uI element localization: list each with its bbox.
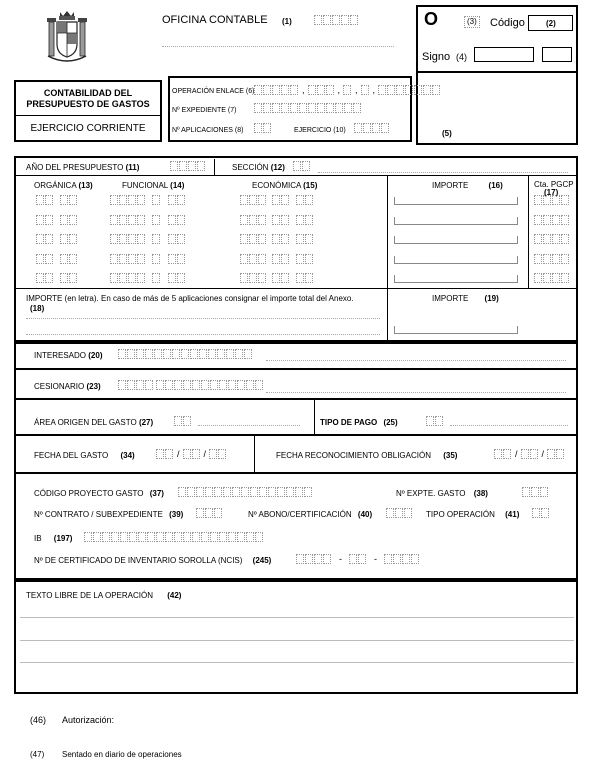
funcional-input-c[interactable] bbox=[168, 234, 186, 244]
fecha-reconocimiento-input[interactable]: / / bbox=[494, 449, 565, 459]
texto-libre-line-1[interactable] bbox=[20, 617, 574, 618]
funcional-input-c[interactable] bbox=[168, 195, 186, 205]
organica-label: ORGÁNICA (13) bbox=[34, 181, 93, 190]
interesado-input[interactable] bbox=[118, 349, 253, 359]
importe-16-input[interactable] bbox=[394, 275, 518, 283]
texto-libre-line-2[interactable] bbox=[20, 640, 574, 641]
ib-input[interactable] bbox=[84, 532, 264, 542]
seccion-label: SECCIÓN (12) bbox=[232, 163, 285, 172]
title-line-2: PRESUPUESTO DE GASTOS bbox=[26, 99, 150, 109]
economica-input-c[interactable] bbox=[296, 195, 314, 205]
sorolla-input[interactable]: - - bbox=[296, 554, 420, 564]
tipo-pago-input[interactable] bbox=[426, 416, 444, 426]
economica-label: ECONÓMICA (15) bbox=[252, 181, 318, 190]
importe-letra-label: IMPORTE (en letra). En caso de más de 5 aplicaciones consignar el importe total del Anexo. bbox=[26, 294, 354, 303]
oficina-contable-label: OFICINA CONTABLE bbox=[162, 14, 268, 26]
cesionario-input-2[interactable] bbox=[156, 380, 264, 390]
economica-input-c[interactable] bbox=[296, 273, 314, 283]
economica-input-c[interactable] bbox=[296, 234, 314, 244]
signo-number: (4) bbox=[456, 52, 467, 62]
funcional-input-a[interactable] bbox=[110, 234, 146, 244]
aplicaciones-input[interactable] bbox=[254, 123, 272, 133]
funcional-input-c[interactable] bbox=[168, 215, 186, 225]
organica-input-b[interactable] bbox=[60, 234, 78, 244]
expediente-input[interactable] bbox=[254, 103, 362, 113]
funcional-input-a[interactable] bbox=[110, 195, 146, 205]
seccion-input[interactable] bbox=[293, 161, 311, 171]
aplicaciones-label: Nº APLICACIONES (8) bbox=[172, 127, 244, 134]
contrato-label: Nº CONTRATO / SUBEXPEDIENTE (39) bbox=[34, 510, 184, 519]
anio-presupuesto-label: AÑO DEL PRESUPUESTO (11) bbox=[26, 163, 140, 172]
area-origen-label: ÁREA ORIGEN DEL GASTO (27) bbox=[34, 418, 154, 427]
importe-16-input[interactable] bbox=[394, 256, 518, 264]
title-line-1: CONTABILIDAD DEL bbox=[43, 88, 133, 98]
codigo-input[interactable]: (2) bbox=[528, 15, 573, 31]
importe-16-input[interactable] bbox=[394, 217, 518, 225]
importe-16-input[interactable] bbox=[394, 197, 518, 205]
funcional-label: FUNCIONAL (14) bbox=[122, 181, 185, 190]
importe-19-input[interactable] bbox=[394, 326, 518, 334]
economica-input-b[interactable] bbox=[272, 254, 290, 264]
economica-input-b[interactable] bbox=[272, 273, 290, 283]
funcional-input-b[interactable] bbox=[152, 273, 161, 283]
funcional-input-c[interactable] bbox=[168, 254, 186, 264]
o-checkbox[interactable]: (3) bbox=[464, 16, 480, 28]
economica-input-a[interactable] bbox=[240, 215, 267, 225]
funcional-input-a[interactable] bbox=[110, 215, 146, 225]
ejercicio-label: EJERCICIO (10) bbox=[294, 127, 346, 134]
economica-input-a[interactable] bbox=[240, 195, 267, 205]
funcional-input-b[interactable] bbox=[152, 195, 161, 205]
abono-label: Nº ABONO/CERTIFICACIÓN (40) bbox=[248, 510, 373, 519]
sentado-label: Sentado en diario de operaciones bbox=[62, 750, 182, 759]
organica-input-b[interactable] bbox=[60, 273, 78, 283]
fecha-gasto-input[interactable]: / / bbox=[156, 449, 227, 459]
organica-input-b[interactable] bbox=[60, 254, 78, 264]
importe-19-label: IMPORTE (19) bbox=[432, 294, 499, 303]
funcional-input-a[interactable] bbox=[110, 273, 146, 283]
oficina-contable-number: (1) bbox=[282, 17, 292, 26]
economica-input-a[interactable] bbox=[240, 254, 267, 264]
funcional-input-b[interactable] bbox=[152, 234, 161, 244]
abono-input[interactable] bbox=[386, 508, 413, 518]
economica-input-b[interactable] bbox=[272, 234, 290, 244]
economica-input-c[interactable] bbox=[296, 254, 314, 264]
organica-input-b[interactable] bbox=[60, 215, 78, 225]
proyecto-gasto-input[interactable] bbox=[178, 487, 313, 497]
cta-pgcp-number: (17) bbox=[544, 188, 559, 197]
signo-label: Signo bbox=[422, 51, 451, 63]
organica-input-a[interactable] bbox=[36, 195, 54, 205]
economica-input-a[interactable] bbox=[240, 234, 267, 244]
box-5-number: (5) bbox=[442, 129, 452, 138]
cta-pgcp-input[interactable] bbox=[534, 215, 570, 225]
sentado-number: (47) bbox=[30, 750, 45, 759]
economica-input-a[interactable] bbox=[240, 273, 267, 283]
fecha-gasto-label: FECHA DEL GASTO (34) bbox=[34, 451, 135, 460]
importe-letra-line-1[interactable] bbox=[26, 318, 380, 319]
funcional-input-b[interactable] bbox=[152, 215, 161, 225]
organica-input-a[interactable] bbox=[36, 273, 54, 283]
ib-label: IB (197) bbox=[34, 534, 73, 543]
funcional-input-a[interactable] bbox=[110, 254, 146, 264]
area-origen-input[interactable] bbox=[174, 416, 192, 426]
operacion-enlace-label: OPERACIÓN ENLACE (6) bbox=[172, 88, 255, 95]
contrato-input[interactable] bbox=[196, 508, 223, 518]
organica-input-a[interactable] bbox=[36, 215, 54, 225]
codigo-label: Código bbox=[490, 17, 525, 29]
expediente-label: Nº EXPEDIENTE (7) bbox=[172, 107, 237, 114]
economica-input-b[interactable] bbox=[272, 215, 290, 225]
tipo-pago-label: TIPO DE PAGO (25) bbox=[320, 418, 398, 427]
importe-letra-line-2[interactable] bbox=[26, 334, 380, 335]
cta-pgcp-input[interactable] bbox=[534, 195, 570, 205]
expte-gasto-input[interactable] bbox=[522, 487, 549, 497]
operacion-enlace-input[interactable]: , , , , bbox=[254, 85, 441, 95]
sorolla-label: Nº DE CERTIFICADO DE INVENTARIO SOROLLA (NCIS) (245) bbox=[34, 556, 272, 565]
cta-pgcp-input[interactable] bbox=[534, 254, 570, 264]
tipo-operacion-input[interactable] bbox=[532, 508, 550, 518]
cesionario-label: CESIONARIO (23) bbox=[34, 382, 101, 391]
texto-libre-line-3[interactable] bbox=[20, 662, 574, 663]
importe-letra-number: (18) bbox=[30, 304, 45, 313]
box-5 bbox=[416, 71, 578, 145]
proyecto-gasto-label: CÓDIGO PROYECTO GASTO (37) bbox=[34, 489, 164, 498]
signo-input[interactable] bbox=[474, 47, 534, 62]
funcional-input-c[interactable] bbox=[168, 273, 186, 283]
interesado-label: INTERESADO (20) bbox=[34, 351, 103, 360]
economica-input-c[interactable] bbox=[296, 215, 314, 225]
organica-input-a[interactable] bbox=[36, 254, 54, 264]
fecha-reconocimiento-label: FECHA RECONOCIMIENTO OBLIGACIÓN (35) bbox=[276, 451, 458, 460]
oficina-contable-input[interactable] bbox=[314, 15, 359, 25]
signo-input-2[interactable] bbox=[542, 47, 572, 62]
cta-pgcp-input[interactable] bbox=[534, 273, 570, 283]
importe-16-label: IMPORTE (16) bbox=[432, 181, 503, 190]
ejercicio-input[interactable] bbox=[354, 123, 390, 133]
autorizacion-label: Autorización: bbox=[62, 715, 115, 725]
expte-gasto-label: Nº EXPTE. GASTO (38) bbox=[396, 489, 488, 498]
tipo-operacion-label: TIPO OPERACIÓN (41) bbox=[426, 510, 520, 519]
funcional-input-b[interactable] bbox=[152, 254, 161, 264]
organica-input-b[interactable] bbox=[60, 195, 78, 205]
oficina-contable-line bbox=[162, 46, 394, 47]
texto-libre-label: TEXTO LIBRE DE LA OPERACIÓN (42) bbox=[26, 591, 182, 600]
cesionario-input[interactable] bbox=[118, 380, 154, 390]
organica-input-a[interactable] bbox=[36, 234, 54, 244]
anio-presupuesto-input[interactable] bbox=[170, 161, 206, 171]
coat-of-arms-logo bbox=[45, 10, 89, 66]
o-letter: O bbox=[424, 9, 439, 29]
cta-pgcp-label: Cta. PGCP bbox=[534, 180, 574, 189]
ejercicio-corriente: EJERCICIO CORRIENTE bbox=[30, 123, 146, 134]
economica-input-b[interactable] bbox=[272, 195, 290, 205]
autorizacion-number: (46) bbox=[30, 715, 47, 725]
importe-16-input[interactable] bbox=[394, 236, 518, 244]
cta-pgcp-input[interactable] bbox=[534, 234, 570, 244]
